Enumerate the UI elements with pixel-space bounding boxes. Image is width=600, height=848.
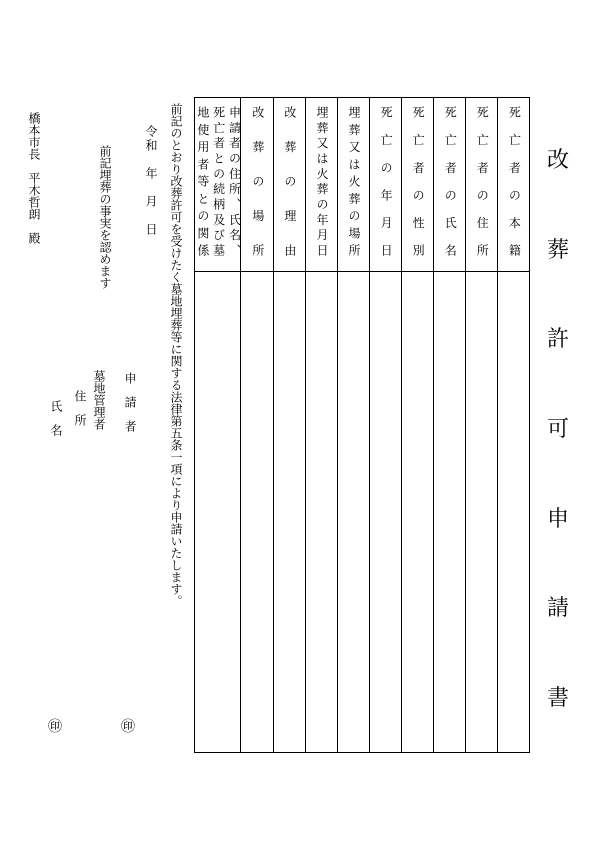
column-applicant-relation — [195, 98, 240, 752]
column-header: 申請者の住所、氏名、 死亡者との続柄及び墓 地使用者等との関係 — [195, 98, 240, 272]
column-deceased-address — [465, 98, 497, 752]
column-header: 死亡者の氏名 — [434, 98, 465, 272]
column-header: 死亡の年月日 — [370, 98, 401, 272]
document-title — [538, 150, 578, 710]
name-label: 氏 名 — [49, 400, 63, 436]
column-reburial-reason — [273, 98, 305, 752]
applicant-seal: ㊞ — [121, 719, 135, 735]
entry-cell[interactable] — [241, 272, 272, 752]
column-header: 改葬の場所 — [241, 98, 272, 272]
title-char: 書 — [546, 685, 569, 711]
column-header: 死亡者の本籍 — [498, 98, 529, 272]
entry-cell[interactable] — [466, 272, 497, 752]
entry-cell[interactable] — [195, 272, 240, 752]
column-reburial-place — [240, 98, 272, 752]
title-char: 請 — [546, 596, 569, 622]
column-header: 埋葬又は火葬の年月日 — [306, 98, 337, 272]
addressee: 橋本市長 平木哲朗 殿 — [27, 112, 41, 244]
cemetery-manager-label: 墓地管理者 — [92, 370, 106, 430]
manager-seal: ㊞ — [48, 719, 62, 735]
title-char: 葬 — [546, 237, 569, 263]
entry-cell[interactable] — [498, 272, 529, 752]
column-header: 改葬の理由 — [274, 98, 305, 272]
entry-cell[interactable] — [370, 272, 401, 752]
certification-text: 前記埋葬の事実を認めます — [98, 145, 112, 289]
entry-cell[interactable] — [338, 272, 369, 752]
date-field[interactable]: 令和 年 月 日 — [144, 125, 158, 237]
application-statement: 前記のとおり改葬許可を受けたく墓地埋葬等に関する法律第五条一項により申請いたします。 — [169, 103, 183, 607]
title-char: 改 — [546, 148, 569, 173]
column-header: 死亡者の住所 — [466, 98, 497, 272]
title-char: 申 — [546, 506, 569, 532]
column-header: 埋葬又は火葬の場所 — [338, 98, 369, 272]
column-burial-date — [305, 98, 337, 752]
address-label: 住 所 — [73, 390, 87, 426]
entry-cell[interactable] — [434, 272, 465, 752]
column-burial-place — [337, 98, 369, 752]
column-date-of-death — [369, 98, 401, 752]
column-deceased-domicile — [497, 98, 529, 752]
column-deceased-name — [433, 98, 465, 752]
entry-cell[interactable] — [306, 272, 337, 752]
column-header: 死亡者の性別 — [402, 98, 433, 272]
column-deceased-sex — [401, 98, 433, 752]
entry-cell[interactable] — [274, 272, 305, 752]
title-char: 許 — [546, 327, 569, 353]
entry-cell[interactable] — [402, 272, 433, 752]
application-form-table — [194, 97, 530, 753]
title-char: 可 — [546, 416, 569, 442]
applicant-label: 申 請 者 — [123, 372, 137, 432]
